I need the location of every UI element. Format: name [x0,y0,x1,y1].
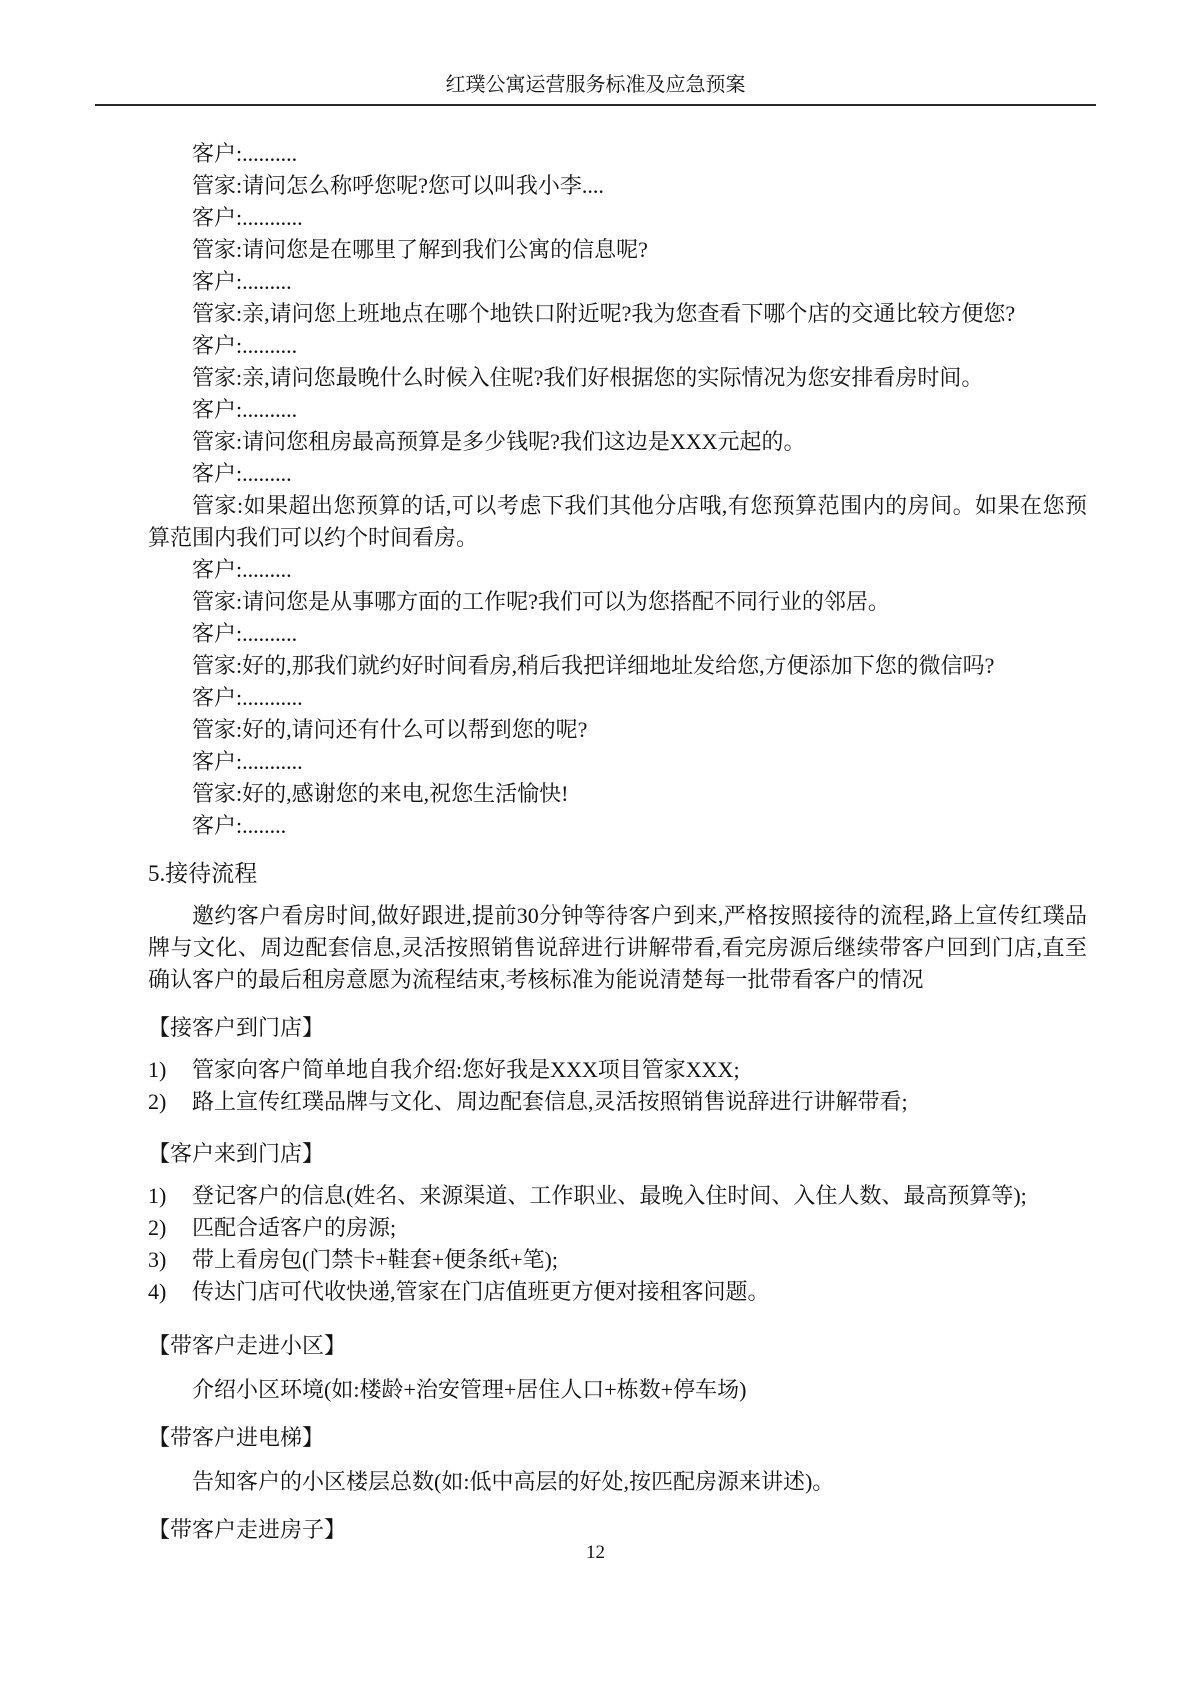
dialogue-line: 客户:........... [192,685,303,710]
item-number: 1) [148,1057,167,1082]
numbered-item [148,1054,1087,1086]
dialogue-line: 管家:亲,请问您最晚什么时候入住呢?我们好根据您的实际情况为您安排看房时间。 [192,365,984,390]
bracket-heading: 【带客户走进房子】 [148,1517,347,1542]
numbered-item [148,1244,1087,1276]
numbered-list [148,1180,1087,1308]
item-text: 匹配合适客户的房源; [192,1215,397,1240]
subsection [148,1138,1087,1308]
document-body [148,138,1087,1546]
subsection-paragraph: 介绍小区环境(如:楼龄+治安管理+居住人口+栋数+停车场) [192,1377,747,1402]
page-header [95,0,1096,106]
dialogue-line: 管家:请问您是在哪里了解到我们公寓的信息呢? [192,237,648,262]
dialogue-line: 管家:好的,请问还有什么可以帮到您的呢? [192,717,588,742]
dialogue-line: 管家:好的,感谢您的来电,祝您生活愉快! [192,781,569,806]
numbered-item [148,1212,1087,1244]
item-number: 2) [148,1089,167,1114]
dialogue-line: 客户:......... [192,269,292,294]
dialogue-line: 客户:.......... [192,397,298,422]
dialogue-line: 管家:请问您是从事哪方面的工作呢?我们可以为您搭配不同行业的邻居。 [192,589,890,614]
document-title: 红璞公寓运营服务标准及应急预案 [445,74,746,96]
dialogue-line: 客户:......... [192,557,292,582]
dialogue-line: 客户:.......... [192,141,298,166]
dialogue-line: 管家:好的,那我们就约好时间看房,稍后我把详细地址发给您,方便添加下您的微信吗? [192,653,995,678]
dialogue-line: 管家:如果超出您预算的话,可以考虑下我们其他分店哦,有您预算范围内的房间。如果在您预算范围内我们可以约个时间看房。 [148,493,1087,550]
dialogue-line: 管家:亲,请问您上班地点在哪个地铁口附近呢?我为您查看下哪个店的交通比较方便您? [192,301,1016,326]
bracket-heading: 【客户来到门店】 [148,1141,325,1166]
item-number: 2) [148,1215,167,1240]
item-text: 管家向客户简单地自我介绍:您好我是XXX项目管家XXX; [192,1057,740,1082]
numbered-item [148,1086,1087,1118]
numbered-item [148,1276,1087,1308]
page-number: 12 [586,1542,605,1563]
dialogue-line: 客户:.......... [192,333,298,358]
dialogue-line: 客户:........... [192,205,303,230]
dialogue-line: 客户:........ [192,813,287,838]
section-5-paragraph: 邀约客户看房时间,做好跟进,提前30分钟等待客户到来,严格按照接待的流程,路上宣传红璞品牌与文化、周边配套信息,灵活按照销售说辞进行讲解带看,看完房源后继续带客户回到门店,直至确认客户的最后租房意愿为流程结束,考核标准为能说清楚每一批带看客户的情况 [148,903,1087,992]
bracket-heading: 【接客户到门店】 [148,1015,325,1040]
item-text: 路上宣传红璞品牌与文化、周边配套信息,灵活按照销售说辞进行讲解带看; [192,1089,908,1114]
item-text: 带上看房包(门禁卡+鞋套+便条纸+笔); [192,1247,558,1272]
subsections-block [148,1012,1087,1546]
numbered-list [148,1054,1087,1118]
subsection [148,1422,1087,1498]
item-text: 传达门店可代收快递,管家在门店值班更方便对接租客问题。 [192,1279,770,1304]
page-footer [0,1541,1191,1565]
item-number: 1) [148,1183,167,1208]
dialogue-line: 管家:请问怎么称呼您呢?您可以叫我小李.... [192,173,604,198]
dialogue-line: 管家:请问您租房最高预算是多少钱呢?我们这边是XXX元起的。 [192,429,806,454]
item-number: 4) [148,1279,167,1304]
dialogue-line: 客户:......... [192,461,292,486]
numbered-item [148,1180,1087,1212]
subsection [148,1012,1087,1118]
section-5-heading: 5.接待流程 [148,861,258,886]
item-text: 登记客户的信息(姓名、来源渠道、工作职业、最晚入住时间、入住人数、最高预算等); [192,1183,1027,1208]
bracket-heading: 【带客户进电梯】 [148,1425,325,1450]
dialogue-script [148,138,1087,842]
dialogue-line: 客户:.......... [192,621,298,646]
item-number: 3) [148,1247,167,1272]
subsection [148,1330,1087,1406]
bracket-heading: 【带客户走进小区】 [148,1333,347,1358]
subsection-paragraph: 告知客户的小区楼层总数(如:低中高层的好处,按匹配房源来讲述)。 [192,1469,835,1494]
dialogue-line: 客户:........... [192,749,303,774]
